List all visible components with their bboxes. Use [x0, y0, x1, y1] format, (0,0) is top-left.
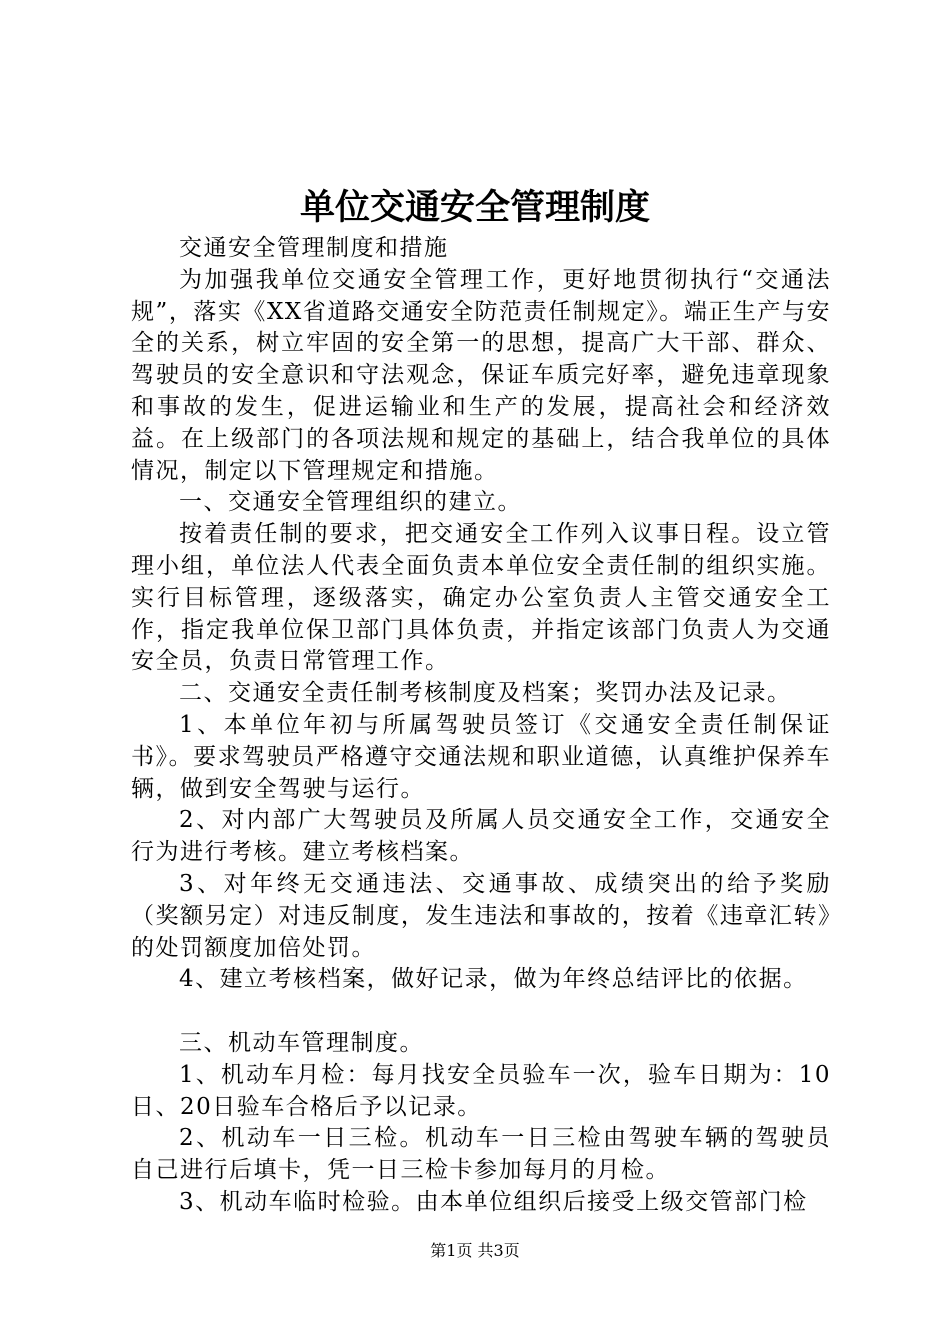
document-title: 单位交通安全管理制度	[299, 188, 650, 228]
page-number-footer: 第1页 共3页	[430, 1241, 520, 1260]
section-3-item-2: 2、机动车一日三检。机动车一日三检由驾驶车辆的驾驶员自己进行后填卡，凭一日三检卡参加每月的月检。	[131, 1125, 831, 1184]
document-body	[131, 233, 831, 1219]
section-1-paragraph: 按着责任制的要求，把交通安全工作列入议事日程。设立管理小组，单位法人代表全面负责本单位安全责任制的组织实施。实行目标管理，逐级落实，确定办公室负责人主管交通安全工作，指定我单位保卫部门具体负责，并指定该部门负责人为交通安全员，负责日常管理工作。	[131, 521, 831, 675]
section-2-item-4: 4、建立考核档案，做好记录，做为年终总结评比的依据。	[179, 966, 808, 993]
section-heading-2: 二、交通安全责任制考核制度及档案；奖罚办法及记录。	[179, 680, 792, 707]
section-2-item-2: 2、对内部广大驾驶员及所属人员交通安全工作，交通安全行为进行考核。建立考核档案。	[131, 807, 831, 866]
intro-paragraph: 为加强我单位交通安全管理工作，更好地贯彻执行“交通法规”，落实《XX省道路交通安全防范责任制规定》。端正生产与安全的关系，树立牢固的安全第一的思想，提高广大干部、群众、驾驶员的安全意识和守法观念，保证车质完好率，避免违章现象和事故的发生，促进运输业和生产的发展，提高社会和经济效益。在上级部门的各项法规和规定的基础上，结合我单位的具体情况，制定以下管理规定和措施。	[131, 266, 831, 484]
section-heading-3: 三、机动车管理制度。	[179, 1029, 424, 1056]
section-heading-1: 一、交通安全管理组织的建立。	[179, 489, 522, 516]
section-2-item-1: 1、本单位年初与所属驾驶员签订《交通安全责任制保证书》。要求驾驶员严格遵守交通法规和职业道德，认真维护保养车辆，做到安全驾驶与运行。	[131, 711, 831, 802]
section-3-item-3: 3、机动车临时检验。由本单位组织后接受上级交管部门检	[179, 1188, 808, 1215]
section-3-item-1: 1、机动车月检：每月找安全员验车一次，验车日期为：10日、20日验车合格后予以记录。	[131, 1061, 831, 1120]
blank-line	[131, 996, 831, 1028]
section-2-item-3: 3、对年终无交通违法、交通事故、成绩突出的给予奖励（奖额另定）对违反制度，发生违法和事故的，按着《违章汇转》的处罚额度加倍处罚。	[131, 870, 831, 961]
subtitle-paragraph: 交通安全管理制度和措施	[179, 235, 449, 261]
